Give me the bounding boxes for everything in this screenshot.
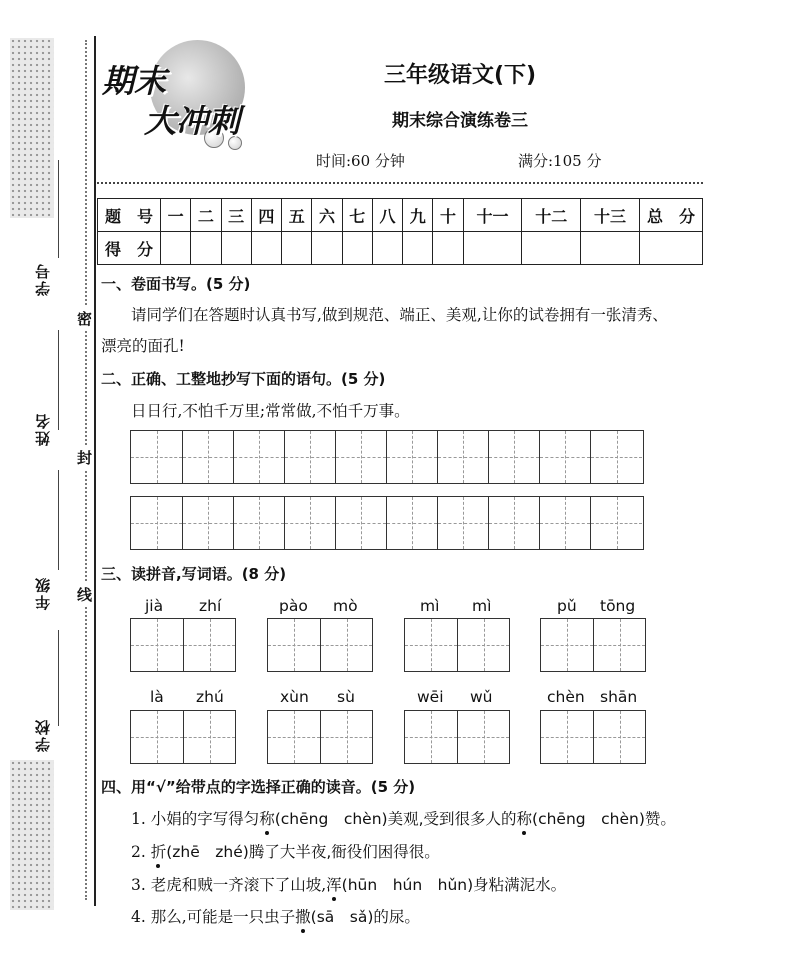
q4-item-text: 1. 小娟的字写得匀 bbox=[131, 810, 260, 828]
dotted-char: 撒 bbox=[295, 908, 311, 926]
pinyin: jià bbox=[145, 597, 164, 615]
margin-strip bbox=[0, 0, 96, 957]
q4-item-text: 2. bbox=[131, 843, 151, 861]
student-id-label: 学号 bbox=[34, 262, 52, 296]
table-cell: 八 bbox=[372, 199, 402, 232]
table-cell: 题 号 bbox=[98, 199, 161, 232]
copy-grid-row-2[interactable] bbox=[130, 496, 644, 550]
score-cell[interactable] bbox=[372, 232, 402, 265]
pinyin: xùn bbox=[280, 688, 309, 706]
dotted-char: 称 bbox=[516, 810, 533, 828]
margin-border bbox=[94, 36, 96, 906]
full-score: 满分:105 分 bbox=[518, 152, 602, 170]
q4-heading: 四、用“√”给带点的字选择正确的读音。(5 分) bbox=[101, 778, 416, 796]
score-table-score-row bbox=[98, 232, 703, 265]
score-table-header-row bbox=[98, 199, 703, 232]
pinyin: sù bbox=[337, 688, 355, 706]
score-cell[interactable] bbox=[640, 232, 703, 265]
score-cell[interactable] bbox=[312, 232, 342, 265]
pinyin: mò bbox=[333, 597, 358, 615]
word-box[interactable] bbox=[404, 618, 510, 672]
score-table bbox=[97, 198, 703, 265]
score-cell[interactable] bbox=[433, 232, 463, 265]
table-cell: 十三 bbox=[581, 199, 640, 232]
name-label: 姓名 bbox=[34, 412, 52, 446]
seal-char-xian: 线 bbox=[77, 582, 92, 607]
pinyin: pǔ bbox=[557, 597, 577, 615]
score-cell[interactable] bbox=[581, 232, 640, 265]
word-box[interactable] bbox=[540, 710, 646, 764]
word-box[interactable] bbox=[404, 710, 510, 764]
fill-line-1 bbox=[58, 160, 59, 258]
seal-dotted-line bbox=[85, 40, 87, 900]
pinyin: shān bbox=[600, 688, 638, 706]
word-box[interactable] bbox=[130, 710, 236, 764]
pinyin: wǔ bbox=[470, 688, 493, 706]
score-cell[interactable] bbox=[522, 232, 581, 265]
table-cell: 十二 bbox=[522, 199, 581, 232]
q1-text-line1: 请同学们在答题时认真书写,做到规范、端正、美观,让你的试卷拥有一张清秀、 bbox=[131, 306, 668, 324]
table-cell: 总 分 bbox=[640, 199, 703, 232]
table-cell: 九 bbox=[403, 199, 433, 232]
q4-item-text: 4. 那么,可能是一只虫子 bbox=[131, 908, 296, 926]
q2-sentence: 日日行,不怕千万里;常常做,不怕千万事。 bbox=[131, 402, 410, 420]
q4-item-options[interactable]: (chēng chèn)美观,受到很多人的 bbox=[274, 810, 517, 828]
fill-line-3 bbox=[58, 470, 59, 570]
score-cell[interactable] bbox=[282, 232, 312, 265]
score-cell[interactable] bbox=[403, 232, 433, 265]
pinyin: mì bbox=[472, 597, 492, 615]
pinyin: mì bbox=[420, 597, 440, 615]
q4-item-options[interactable]: (chēng chèn)赞。 bbox=[532, 810, 676, 828]
table-cell: 五 bbox=[282, 199, 312, 232]
q1-heading: 一、卷面书写。(5 分) bbox=[101, 275, 251, 293]
score-cell[interactable] bbox=[221, 232, 251, 265]
q4-item-4 bbox=[131, 905, 420, 927]
pinyin: tōng bbox=[600, 597, 636, 615]
q4-item-text: 3. 老虎和贼一齐滚下了山坡, bbox=[131, 876, 327, 894]
q2-heading: 二、正确、工整地抄写下面的语句。(5 分) bbox=[101, 370, 386, 388]
pinyin: chèn bbox=[547, 688, 585, 706]
logo-text-line1: 期末 bbox=[102, 62, 167, 100]
dotted-char: 折 bbox=[150, 843, 167, 861]
q3-heading: 三、读拼音,写词语。(8 分) bbox=[101, 565, 287, 583]
q4-item-2 bbox=[131, 840, 440, 862]
time-limit: 时间:60 分钟 bbox=[316, 152, 405, 170]
word-box[interactable] bbox=[540, 618, 646, 672]
q4-item-3 bbox=[131, 873, 566, 895]
pinyin: zhí bbox=[199, 597, 222, 615]
word-box[interactable] bbox=[267, 710, 373, 764]
q4-item-options[interactable]: (zhē zhé)腾了大半夜,衙役们困得很。 bbox=[166, 843, 440, 861]
table-cell: 四 bbox=[251, 199, 281, 232]
q4-item-options[interactable]: (sā sǎ)的尿。 bbox=[310, 908, 420, 926]
dotted-char: 称 bbox=[259, 810, 275, 828]
table-cell: 六 bbox=[312, 199, 342, 232]
table-cell: 三 bbox=[221, 199, 251, 232]
logo-text-line2: 大冲刺 bbox=[144, 102, 241, 140]
table-cell: 得 分 bbox=[98, 232, 161, 265]
table-cell: 十一 bbox=[463, 199, 522, 232]
q4-item-1 bbox=[131, 807, 676, 829]
table-cell: 七 bbox=[342, 199, 372, 232]
score-cell[interactable] bbox=[463, 232, 522, 265]
q4-item-options[interactable]: (hūn hún hǔn)身粘满泥水。 bbox=[341, 876, 567, 894]
copy-grid-row-1[interactable] bbox=[130, 430, 644, 484]
pinyin: wēi bbox=[417, 688, 444, 706]
grade-label: 年级 bbox=[34, 576, 52, 610]
decorative-pattern-bottom bbox=[10, 760, 54, 910]
score-cell[interactable] bbox=[191, 232, 221, 265]
pinyin: zhú bbox=[196, 688, 224, 706]
fill-line-2 bbox=[58, 330, 59, 430]
word-box[interactable] bbox=[267, 618, 373, 672]
header-divider bbox=[97, 182, 703, 184]
table-cell: 一 bbox=[161, 199, 191, 232]
score-cell[interactable] bbox=[251, 232, 281, 265]
school-label: 学校 bbox=[34, 718, 52, 752]
page-title: 三年级语文(下) bbox=[383, 63, 537, 88]
q1-text-line2: 漂亮的面孔! bbox=[101, 337, 185, 355]
pinyin: là bbox=[150, 688, 164, 706]
score-cell[interactable] bbox=[342, 232, 372, 265]
fill-line-4 bbox=[58, 630, 59, 726]
page-subtitle: 期末综合演练卷三 bbox=[392, 111, 528, 131]
score-cell[interactable] bbox=[161, 232, 191, 265]
seal-char-feng: 封 bbox=[77, 445, 92, 470]
table-cell: 二 bbox=[191, 199, 221, 232]
dotted-char: 浑 bbox=[326, 876, 342, 894]
word-box[interactable] bbox=[130, 618, 236, 672]
seal-char-mi: 密 bbox=[77, 306, 92, 331]
table-cell: 十 bbox=[433, 199, 463, 232]
pinyin: pào bbox=[279, 597, 308, 615]
